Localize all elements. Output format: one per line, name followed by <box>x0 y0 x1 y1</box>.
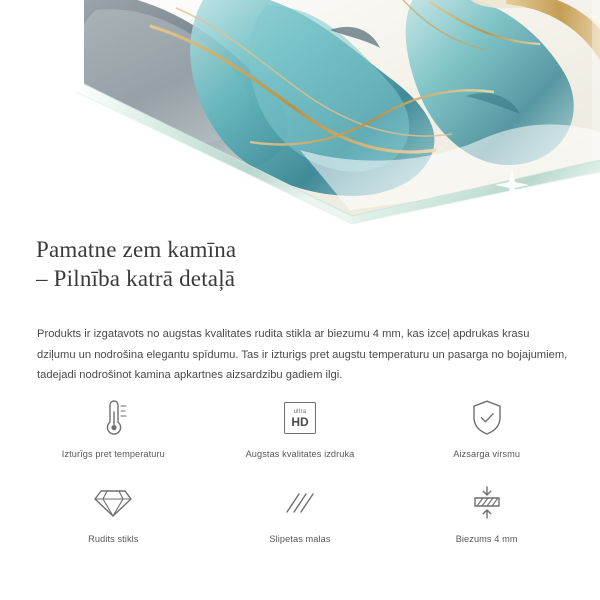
feature-label: Rudits stikls <box>88 534 139 544</box>
thermometer-icon <box>96 396 130 440</box>
feature-label: Izturīgs pret temperaturu <box>61 449 165 459</box>
feature-label: Augstas kvalitates izdruka <box>245 449 355 459</box>
product-description: Produkts ir izgatavots no augstas kvalitates rudita stikla ar biezumu 4 mm, kas izceļ apdrukas krasu dziļumu un nodrošina elegantu spīdumu. Tas ir izturigs pret augstu temperaturu un pasarga no bojajumiem, tadejadi nodrošinot kamina apkartnes aizsardzibu gadiem ilgi. <box>37 328 568 382</box>
feature-grid <box>20 392 580 562</box>
feature-item-surface-protection <box>393 392 580 477</box>
feature-item-tempered-glass <box>20 477 207 562</box>
headline-line-2: – Pilnība katrā detaļā <box>36 266 236 291</box>
feature-label: Aizsarga virsmu <box>453 449 521 459</box>
feature-item-print-quality <box>207 392 394 477</box>
feature-item-thickness <box>393 477 580 562</box>
diamond-icon <box>93 481 133 525</box>
feature-label: Biezums 4 mm <box>455 534 518 544</box>
headline-line-1: Pamatne zem kamīna <box>36 237 237 262</box>
feature-label: Slipetas malas <box>269 534 331 544</box>
ultra-hd-top-text: ultra <box>293 408 307 415</box>
page-title <box>36 235 566 293</box>
polished-edges-icon <box>283 481 317 525</box>
hero-image <box>0 0 600 224</box>
marble-glass-panel-photo <box>0 0 600 224</box>
ultra-hd-bottom-text: HD <box>291 414 309 429</box>
thickness-arrows-icon <box>470 481 504 525</box>
feature-item-polished-edges <box>207 477 394 562</box>
feature-item-temperature <box>20 392 207 477</box>
ultra-hd-icon <box>284 396 316 440</box>
shield-check-icon <box>469 396 505 440</box>
